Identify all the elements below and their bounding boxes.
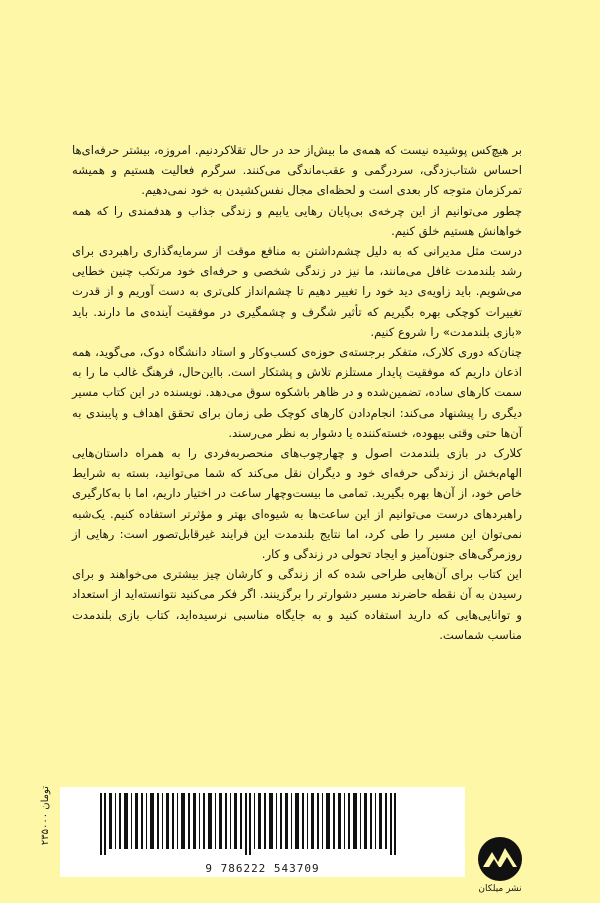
publisher-name: نشر میلکان (478, 884, 522, 894)
publisher-logo-icon (477, 836, 523, 882)
paragraph-4: چنان‌که دوری کلارک، متفکر برجسته‌ی حوزه‌ی کسب‌وکار و استاد دانشگاه دوک، می‌گوید، همه اذعان داریم که موفقیت پایدار مستلزم تلاش و پشتکار است. بااین‌حال، فرهنگ غالب ما را به سمت کارهای ساده، تضمین‌شده و در ظاهر باشکوه سوق می‌دهد. نویسنده در این کتاب مسیر دیگری را پیشنهاد می‌کند: انجام‌دادن کارهای کوچک طی زمان برای تحقق اهداف و پایبندی به آن‌ها حتی وقتی بیهوده، خسته‌کننده یا دشوار به نظر می‌رسند. (72, 345, 522, 440)
isbn-barcode (60, 787, 465, 877)
barcode-bars (60, 793, 465, 855)
paragraph-2: چطور می‌توانیم از این چرخه‌ی بی‌پایان رهایی یابیم و زندگی جذاب و هدفمندی را که همه خواهانش هستیم خلق کنیم. (72, 203, 522, 238)
paragraph-6: این کتاب برای آن‌هایی طراحی شده که از زندگی و کارشان چیز بیشتری می‌خواهند و برای رسیدن به آن نقطه حاضرند مسیر دشوارتر را برگزینند. اگر فکر می‌کنید نتوانسته‌اید از استعداد و توانایی‌هایی که دارید استفاده کنید و به جایگاه مناسبی نرسیده‌اید، کتاب بازی بلندمدت مناسب شماست. (72, 567, 522, 642)
paragraph-5: کلارک در بازی بلندمدت اصول و چهارچوب‌های منحصربه‌فردی را به همراه داستان‌هایی الهام‌بخش از زندگی حرفه‌ای خود و دیگران نقل می‌کند که شما می‌توانید، بسته به شرایط خاص خود، از آن‌ها بهره بگیرید. تمامی ما بیست‌وچهار ساعت در اختیار داریم، اما با به‌کارگیری راهبردهای درست می‌توانیم از این ساعت‌ها به شیوه‌ای بهتر و مؤثرتر استفاده کنیم. یک‌شبه نمی‌توان این مسیر را طی کرد، اما نتایج بلندمدت این فرایند غیرقابل‌تصور است: رهایی از روزمرگی‌های جنون‌آمیز و ایجاد تحولی در زندگی و کار. (72, 446, 522, 562)
blurb-text (72, 140, 522, 645)
paragraph-3: درست مثل مدیرانی که به دلیل چشم‌داشتن به منافع موقت از سرمایه‌گذاری راهبردی برای رشد بلندمدت غافل می‌مانند، ما نیز در زندگی شخصی و حرفه‌ای خود مرتکب چنین خطایی می‌شویم. باید زاویه‌ی دید خود را تغییر دهیم تا چشم‌انداز کلی‌تری به دست آوریم و از قدرت تغییرات کوچکی بهره بگیریم که تأثیر شگرف و چشمگیری در موفقیت آینده‌ی ما دارند. باید «بازی بلندمدت» را شروع کنیم. (72, 244, 522, 339)
paragraph-1: بر هیچ‌کس پوشیده نیست که همه‌ی ما بیش‌از حد در حال تقلاکردنیم. امروزه، بیشتر حرفه‌ای‌ها احساس شتاب‌زدگی، سردرگمی و عقب‌ماندگی می‌کنند. سرگرم فعالیت هستیم و همیشه تمرکزمان متوجه کار بعدی است و لحظه‌ای مجال نفس‌کشیدن به خود نمی‌دهیم. (72, 143, 522, 198)
price-label: ۲۳۵۰۰۰ تومان (40, 786, 51, 846)
publisher-block (465, 836, 535, 894)
isbn-number: 9 786222 543709 (205, 862, 320, 875)
